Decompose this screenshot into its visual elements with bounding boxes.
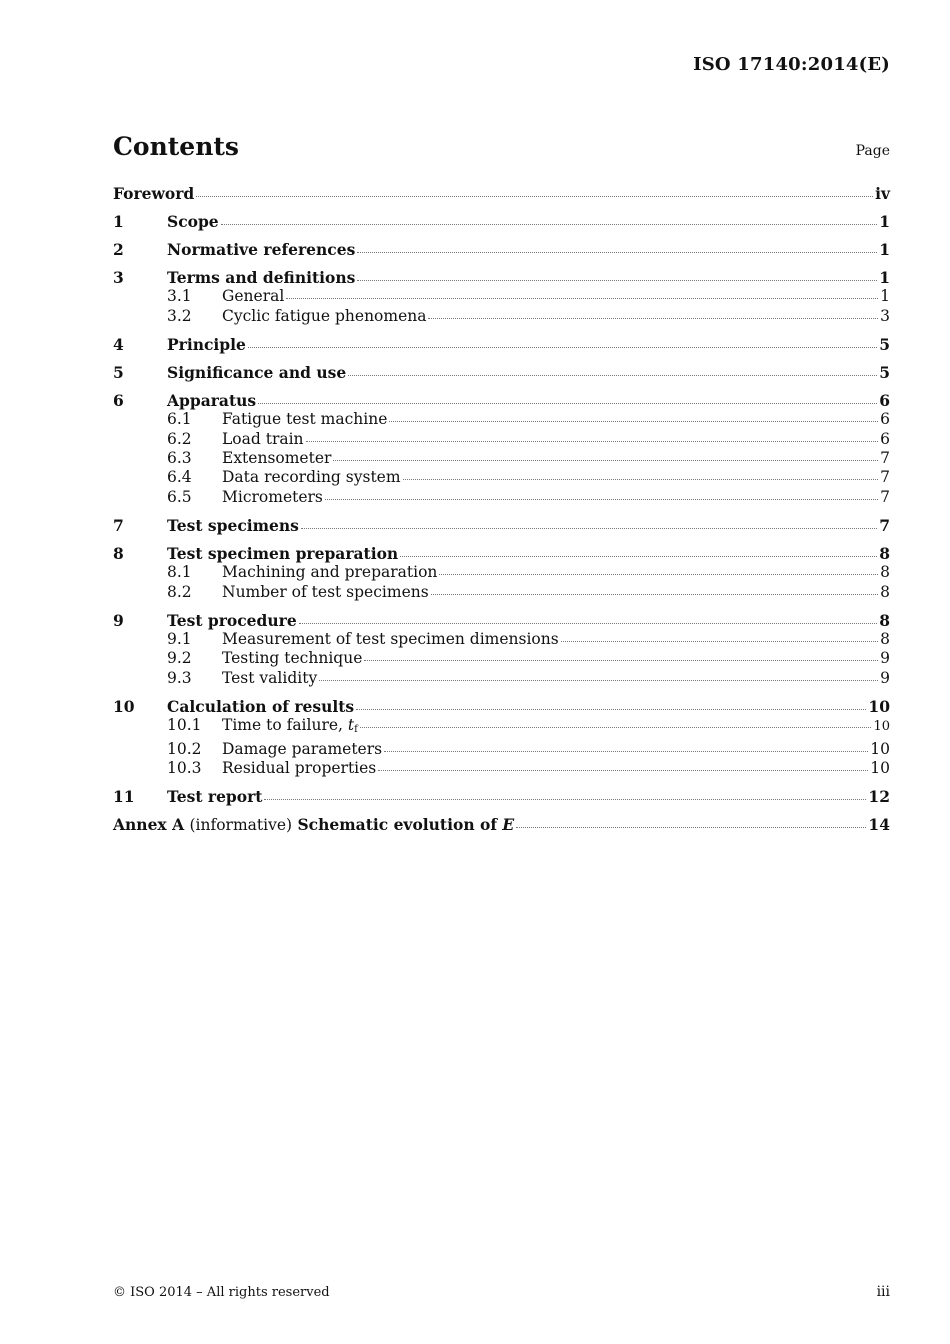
annex-symbol: E [502,815,515,835]
toc-entry-title-text: Time to failure, [222,716,348,735]
toc-entry-title: General [222,287,285,306]
toc-section-number: 7 [113,515,124,535]
toc-subsection-number: 6.1 [167,410,192,429]
dot-leader [299,623,878,624]
toc-section-number: 3 [113,268,124,287]
toc-subentry-data-recording-system[interactable] [113,468,890,487]
toc-subentry-general[interactable] [113,287,890,306]
dot-leader [196,196,873,197]
toc-page-number: 7 [880,468,890,487]
dot-leader [389,421,878,422]
toc-entry-title: Terms and definitions [167,268,356,287]
toc-entry-foreword[interactable] [113,184,890,203]
toc-entry-title: Micrometers [222,487,323,506]
footer-copyright: © ISO 2014 – All rights reserved [113,1285,330,1300]
toc-subsection-number: 6.5 [167,487,192,506]
toc-page-number: iv [875,184,890,203]
dot-leader [348,375,877,376]
toc-entry-title: Test specimen preparation [167,543,399,563]
table-of-contents [113,184,890,836]
toc-entry-title: Apparatus [167,390,257,410]
toc-page-number: 1 [879,212,890,231]
toc-entry-significance-and-use[interactable] [113,363,890,382]
toc-subsection-number: 6.3 [167,449,192,468]
dot-leader [403,479,879,480]
toc-page-number: 10 [870,739,890,758]
toc-subsection-number: 10.3 [167,759,202,778]
toc-entry-title: Calculation of results [167,696,355,716]
toc-entry-title: Test report [167,787,263,807]
toc-page-number: 7 [879,515,890,535]
toc-page-number: 6 [880,410,890,429]
dot-leader [439,574,878,575]
toc-subsection-number: 8.1 [167,563,192,582]
toc-entry-title: Significance and use [167,362,347,382]
toc-page-number: 9 [880,668,890,687]
toc-entry-test-procedure[interactable] [113,611,890,630]
toc-subsection-number: 6.2 [167,429,192,448]
toc-page-number: 7 [880,487,890,506]
dot-leader [333,460,878,461]
toc-entry-calculation-of-results[interactable] [113,697,890,716]
toc-entry-title: Residual properties [222,759,377,778]
dot-leader [360,727,872,728]
toc-section-number: 9 [113,610,124,630]
toc-entry-principle[interactable] [113,335,890,354]
toc-page-number: 7 [880,449,890,468]
toc-entry-title: Cyclic fatigue phenomena [222,306,427,325]
toc-page-number: 1 [879,268,890,287]
dot-leader [319,680,878,681]
annex-title: Schematic evolution of [297,815,503,835]
annex-label: Annex A [113,815,185,835]
dot-leader [516,827,866,828]
toc-subsection-number: 6.4 [167,468,192,487]
toc-page-number: 8 [880,563,890,582]
toc-entry-title [222,716,358,739]
dot-leader [378,770,868,771]
dot-leader [357,252,877,253]
toc-subentry-load-train[interactable] [113,430,890,449]
toc-entry-annex-a[interactable] [113,815,890,835]
toc-page-number: 5 [879,334,890,354]
toc-subentry-testing-technique[interactable] [113,649,890,668]
toc-entry-test-specimen-preparation[interactable] [113,544,890,563]
toc-subentry-time-to-failure[interactable] [113,716,890,739]
dot-leader [364,660,878,661]
toc-section-number: 8 [113,543,124,563]
toc-entry-test-report[interactable] [113,787,890,806]
toc-subsection-number: 9.3 [167,668,192,687]
toc-entry-title: Fatigue test machine [222,410,388,429]
toc-section-number: 2 [113,240,124,259]
toc-subsection-number: 3.1 [167,287,192,306]
toc-page-number: 5 [879,362,890,382]
toc-entry-title: Foreword [113,184,195,203]
toc-page-number: 8 [880,582,890,601]
toc-section-number: 6 [113,390,124,410]
toc-subsection-number: 8.2 [167,582,192,601]
toc-entry-title: Principle [167,334,246,354]
dot-leader [428,318,878,319]
toc-page-number: 6 [879,390,890,410]
toc-page-number: 3 [880,306,890,325]
toc-entry-title: Testing technique [222,649,363,668]
time-symbol-subscript: f [354,724,358,736]
toc-section-number: 4 [113,334,124,354]
toc-entry-title: Test specimens [167,515,299,535]
toc-page-number: 8 [880,630,890,649]
toc-subentry-cyclic-fatigue-phenomena[interactable] [113,307,890,326]
document-id: ISO 17140:2014(E) [693,54,890,75]
toc-page-number: 12 [868,787,890,807]
toc-entry-test-specimens[interactable] [113,516,890,535]
toc-page-number: 8 [879,543,890,563]
dot-leader [221,224,878,225]
toc-page-number: 6 [880,429,890,448]
toc-page-number: 1 [880,287,890,306]
toc-page-number: 10 [868,696,890,716]
toc-entry-apparatus[interactable] [113,391,890,410]
time-symbol: t [347,716,355,735]
toc-subentry-test-validity[interactable] [113,669,890,688]
toc-entry-title: Machining and preparation [222,563,438,582]
dot-leader [286,298,878,299]
dot-leader [384,751,868,752]
dot-leader [561,641,878,642]
dot-leader [248,347,877,348]
toc-entry-title: Scope [167,212,219,231]
toc-entry-terms-and-definitions[interactable] [113,268,890,287]
toc-section-number: 10 [113,696,135,716]
toc-entry-title: Test procedure [167,610,297,630]
toc-entry-title: Damage parameters [222,739,383,758]
toc-section-number: 11 [113,787,135,807]
toc-page-number: 1 [879,240,890,259]
dot-leader [258,403,877,404]
toc-entry-normative-references[interactable] [113,240,890,259]
toc-entry-scope[interactable] [113,212,890,231]
toc-subentry-damage-parameters[interactable] [113,740,890,759]
toc-subentry-measurement-of-test-specimen-dimensions[interactable] [113,630,890,649]
toc-section-number: 1 [113,212,124,231]
toc-entry-title: Data recording system [222,468,401,487]
toc-entry-title: Measurement of test specimen dimensions [222,630,559,649]
toc-subsection-number: 10.2 [167,739,202,758]
dot-leader [306,441,879,442]
toc-section-number: 5 [113,362,124,382]
toc-entry-title: Number of test specimens [222,582,429,601]
toc-subentry-micrometers[interactable] [113,488,890,507]
dot-leader [356,709,866,710]
dot-leader [431,594,878,595]
toc-page-number: 14 [868,815,890,835]
toc-subentry-number-of-test-specimens[interactable] [113,583,890,602]
toc-page-number: 8 [879,610,890,630]
toc-subentry-fatigue-test-machine[interactable] [113,410,890,429]
footer-page-number: iii [876,1284,890,1300]
toc-subentry-machining-and-preparation[interactable] [113,563,890,582]
toc-page-number: 10 [870,759,890,778]
toc-page-number: 9 [880,649,890,668]
toc-subsection-number: 9.1 [167,630,192,649]
toc-entry-title [113,815,514,835]
toc-entry-title: Test validity [222,668,318,687]
page-column-label: Page [855,143,890,159]
dot-leader [325,499,878,500]
toc-entry-title: Extensometer [222,449,332,468]
toc-entry-title: Normative references [167,240,356,259]
dot-leader [357,280,877,281]
dot-leader [264,799,866,800]
toc-subentry-extensometer[interactable] [113,449,890,468]
page-title: Contents [113,132,240,161]
toc-subentry-residual-properties[interactable] [113,759,890,778]
toc-entry-title: Load train [222,429,304,448]
toc-subsection-number: 3.2 [167,306,192,325]
toc-subsection-number: 10.1 [167,716,202,735]
annex-qualifier: (informative) [189,816,293,835]
toc-subsection-number: 9.2 [167,649,192,668]
dot-leader [400,556,877,557]
toc-page-number: 10 [873,719,890,735]
dot-leader [301,528,877,529]
